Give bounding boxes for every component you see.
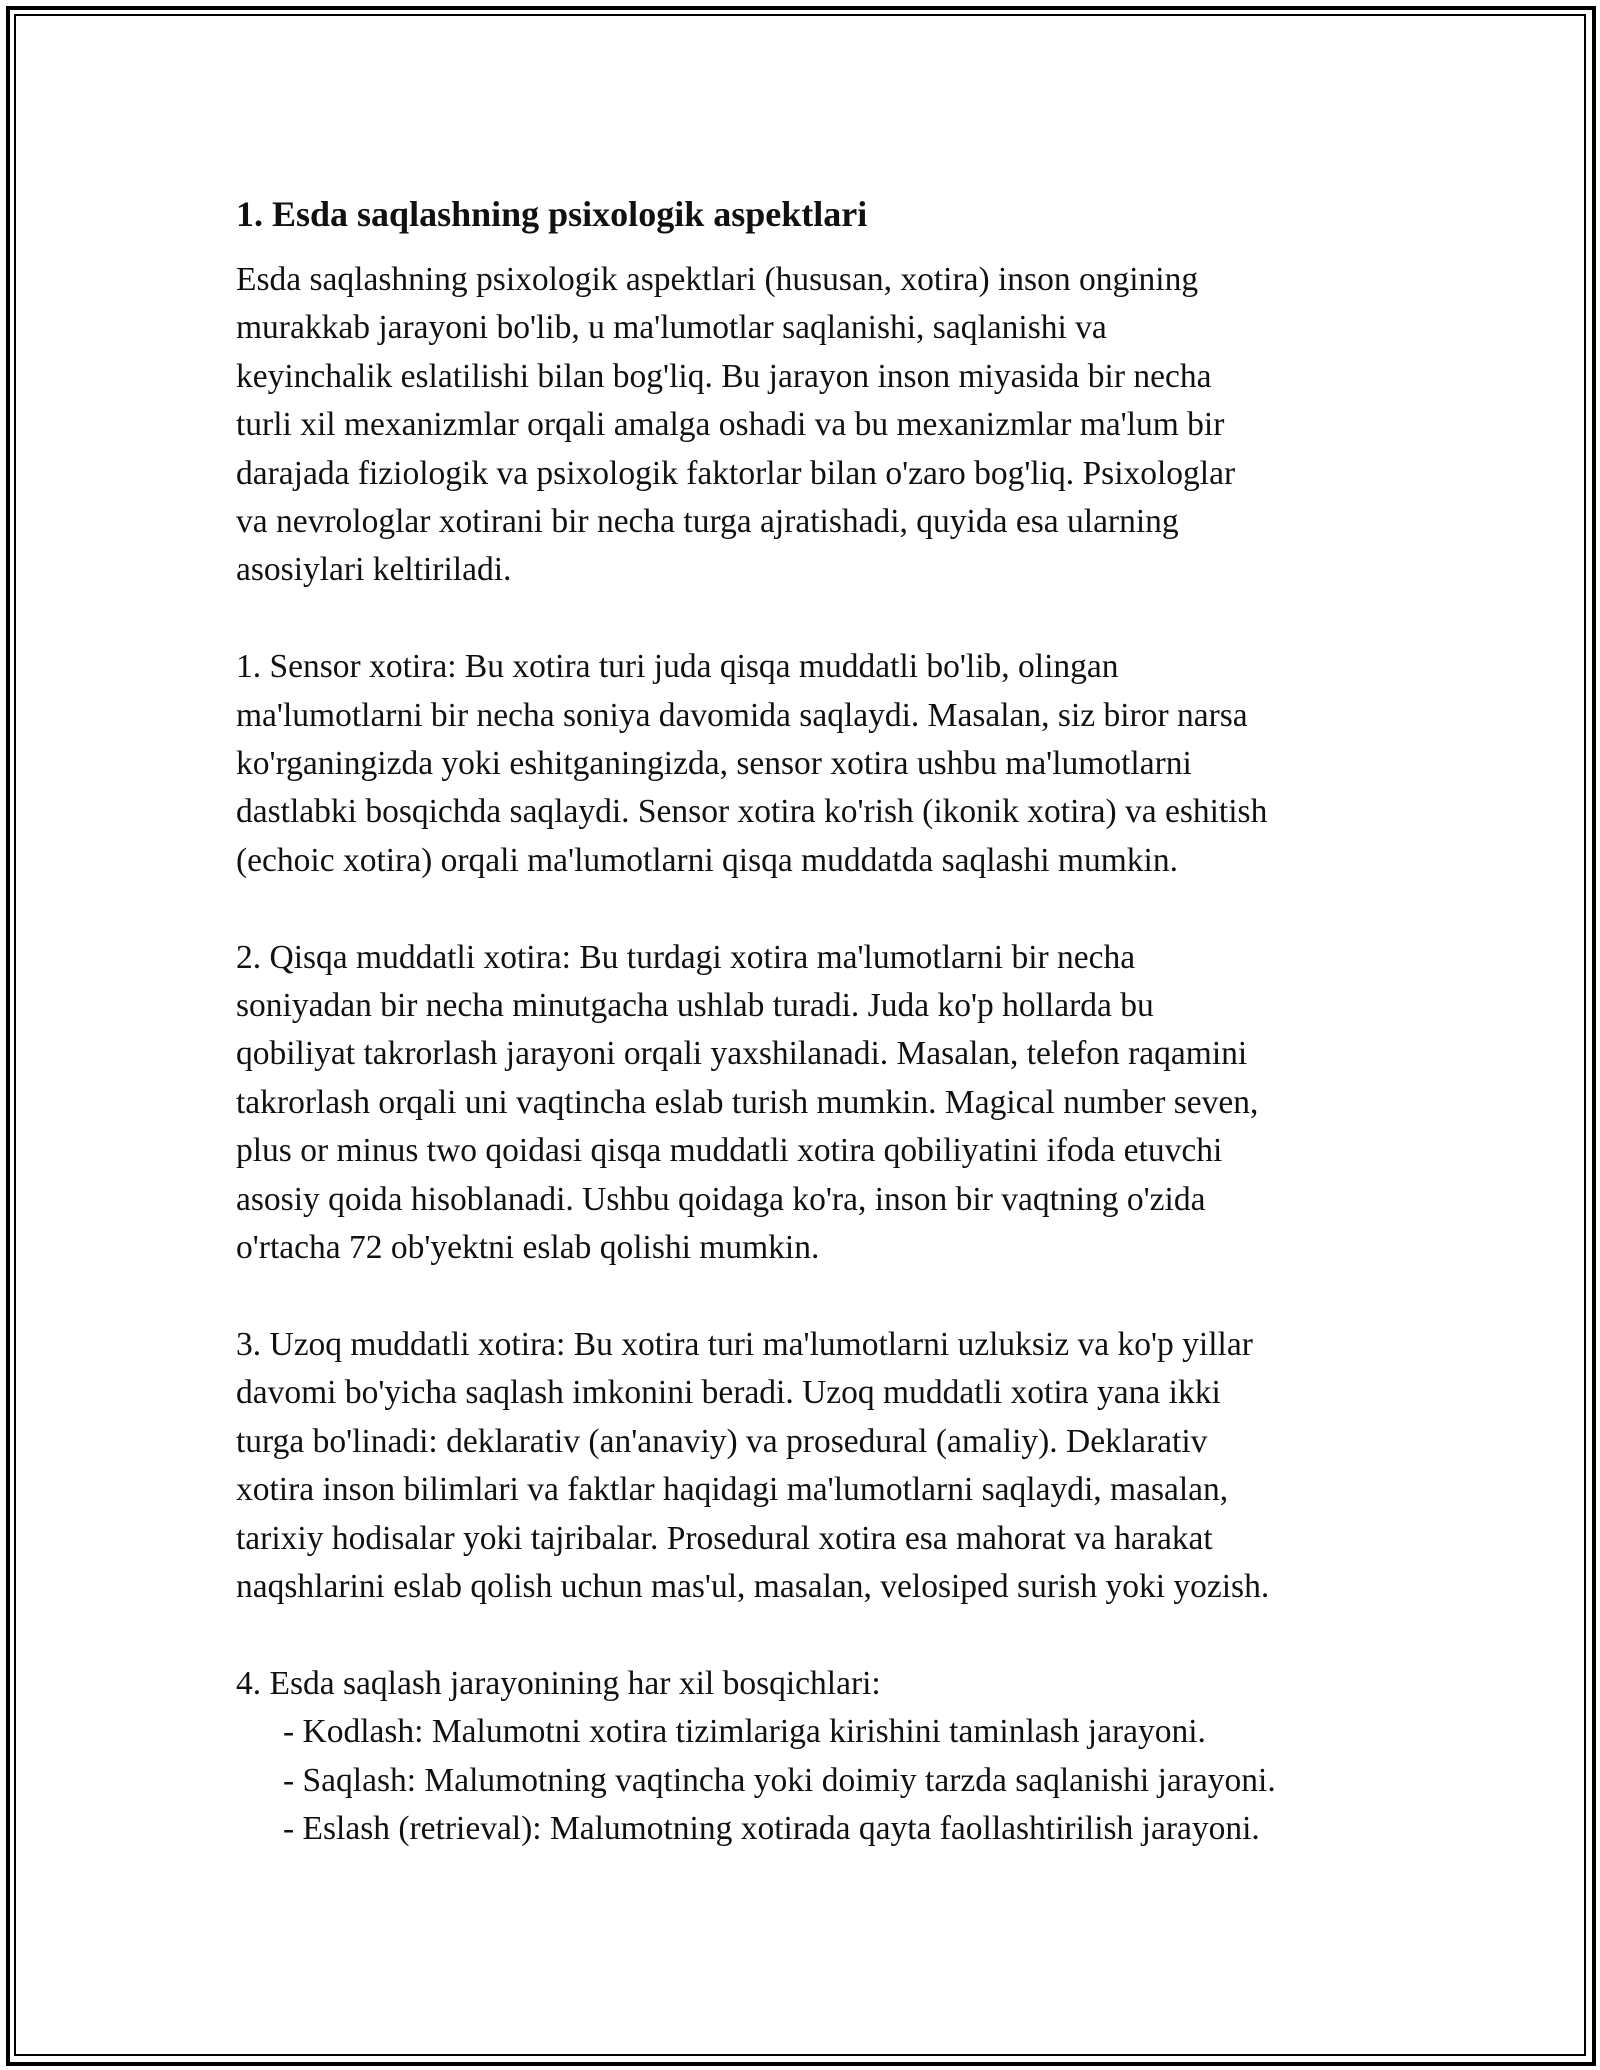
- short-term-memory-paragraph: [236, 934, 1386, 1273]
- paragraph-line: naqshlarini eslab qolish uchun mas'ul, masalan, velosiped surish yoki yozish.: [236, 1567, 1270, 1605]
- paragraph-line: davomi bo'yicha saqlash imkonini beradi. Uzoq muddatli xotira yana ikki: [236, 1374, 1221, 1412]
- paragraph-line: Esda saqlashning psixologik aspektlari (hususan, xotira) inson ongining: [236, 261, 1199, 298]
- paragraph-line: xotira inson bilimlari va faktlar haqidagi ma'lumotlarni saqlaydi, masalan,: [236, 1471, 1229, 1509]
- document-body: [236, 186, 1386, 1853]
- paragraph-line: (echoic xotira) orqali ma'lumotlarni qisqa muddatda saqlashi mumkin.: [236, 841, 1178, 879]
- memory-stages-list: [236, 1660, 1386, 1854]
- paragraph-line: 2. Qisqa muddatli xotira: Bu turdagi xotira ma'lumotlarni bir necha: [236, 938, 1136, 976]
- paragraph-line: soniyadan bir necha minutgacha ushlab turadi. Juda ko'p hollarda bu: [236, 987, 1154, 1025]
- paragraph-line: darajada fiziologik va psixologik faktorlar bilan o'zaro bog'liq. Psixologlar: [236, 454, 1236, 492]
- paragraph-line: 1. Sensor xotira: Bu xotira turi juda qisqa muddatli bo'lib, olingan: [236, 648, 1119, 686]
- list-item-retrieval: - Eslash (retrieval): Malumotning xotirada qayta faollashtirilish jarayoni.: [283, 1809, 1260, 1847]
- stages-list-title: 4. Esda saqlash jarayonining har xil bosqichlari:: [236, 1664, 881, 1702]
- paragraph-line: va nevrologlar xotirani bir necha turga ajratishadi, quyida esa ularning: [236, 503, 1179, 541]
- paragraph-line: 3. Uzoq muddatli xotira: Bu xotira turi ma'lumotlarni uzluksiz va ko'p yillar: [236, 1325, 1253, 1363]
- paragraph-line: ma'lumotlarni bir necha soniya davomida saqlaydi. Masalan, siz biror narsa: [236, 696, 1248, 734]
- sensor-memory-paragraph: [236, 643, 1386, 885]
- paragraph-line: plus or minus two qoidasi qisqa muddatli xotira qobiliyatini ifoda etuvchi: [236, 1132, 1223, 1170]
- paragraph-line: o'rtacha 72 ob'yektni eslab qolishi mumkin.: [236, 1229, 820, 1267]
- paragraph-line: turga bo'linadi: deklarativ (an'anaviy) va prosedural (amaliy). Deklarativ: [236, 1422, 1208, 1460]
- list-item-encoding: - Kodlash: Malumotni xotira tizimlariga kirishini taminlash jarayoni.: [283, 1713, 1206, 1751]
- paragraph-line: asosiylari keltiriladi.: [236, 551, 512, 589]
- paragraph-line: qobiliyat takrorlash jarayoni orqali yaxshilanadi. Masalan, telefon raqamini: [236, 1035, 1248, 1073]
- paragraph-line: takrorlash orqali uni vaqtincha eslab turish mumkin. Magical number seven,: [236, 1083, 1259, 1121]
- paragraph-line: turli xil mexanizmlar orqali amalga oshadi va bu mexanizmlar ma'lum bir: [236, 406, 1225, 444]
- long-term-memory-paragraph: [236, 1321, 1386, 1611]
- paragraph-line: keyinchalik eslatilishi bilan bog'liq. Bu jarayon inson miyasida bir necha: [236, 357, 1212, 395]
- paragraph-line: ko'rganingizda yoki eshitganingizda, sensor xotira ushbu ma'lumotlarni: [236, 745, 1192, 783]
- paragraph-line: asosiy qoida hisoblanadi. Ushbu qoidaga ko'ra, inson bir vaqtning o'zida: [236, 1180, 1206, 1218]
- list-item-storage: - Saqlash: Malumotning vaqtincha yoki doimiy tarzda saqlanishi jarayoni.: [283, 1761, 1276, 1799]
- paragraph-line: dastlabki bosqichda saqlaydi. Sensor xotira ko'rish (ikonik xotira) va eshitish: [236, 793, 1268, 831]
- intro-paragraph: [236, 256, 1386, 595]
- paragraph-line: murakkab jarayoni bo'lib, u ma'lumotlar saqlanishi, saqlanishi va: [236, 309, 1107, 347]
- paragraph-line: tarixiy hodisalar yoki tajribalar. Prosedural xotira esa mahorat va harakat: [236, 1519, 1213, 1557]
- section-heading: 1. Esda saqlashning psixologik aspektlari: [236, 194, 868, 234]
